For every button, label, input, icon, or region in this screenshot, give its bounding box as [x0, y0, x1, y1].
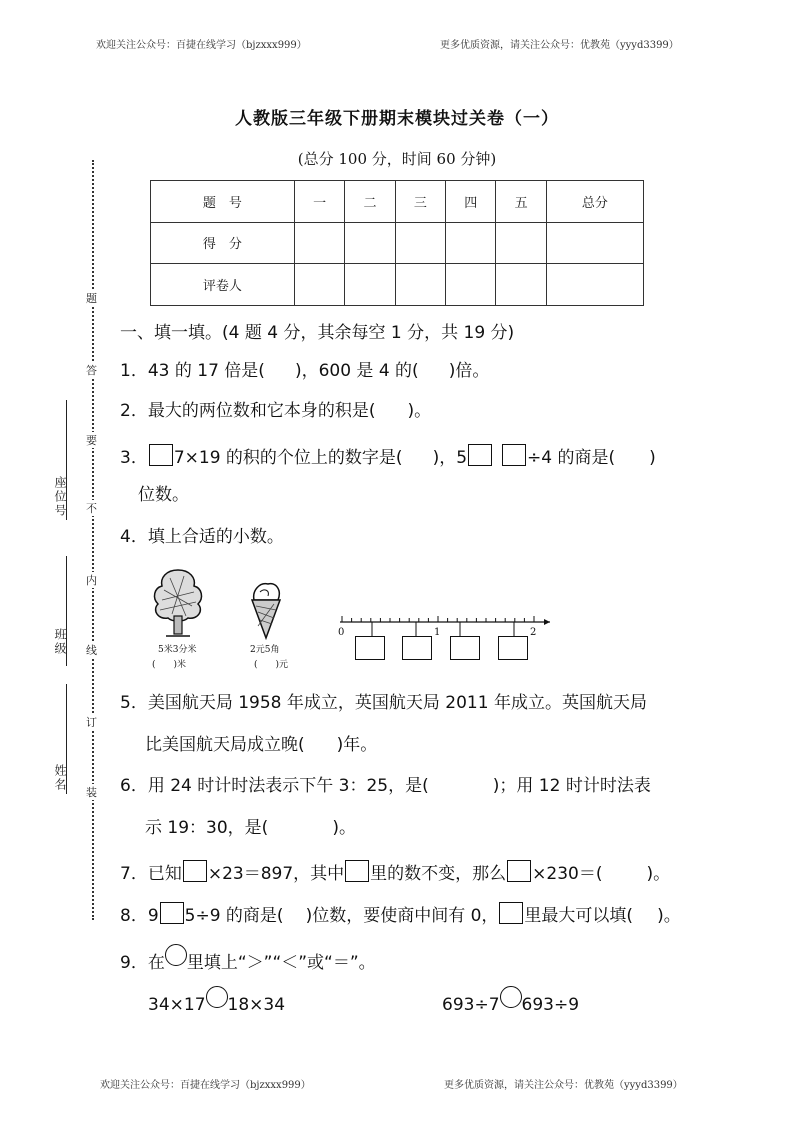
- score-cell[interactable]: [345, 222, 395, 264]
- table-row-label: 得 分: [151, 222, 295, 264]
- score-cell[interactable]: [294, 264, 344, 306]
- q3-text: ÷4 的商是(: [527, 448, 616, 468]
- margin-char: 题: [86, 292, 97, 305]
- score-cell[interactable]: [546, 222, 643, 264]
- question-6: [120, 775, 651, 797]
- q9-expression: 34×17: [148, 995, 206, 1015]
- question-5: 5．美国航天局 1958 年成立，英国航天局 2011 年成立。英国航天局: [120, 693, 647, 713]
- q7-text: )。: [646, 864, 671, 884]
- score-cell[interactable]: [446, 264, 496, 306]
- tick-label: 1: [434, 627, 441, 638]
- digit-box[interactable]: [345, 860, 369, 882]
- q3-text: )，5: [432, 448, 468, 468]
- seat-label: 座位号: [53, 476, 67, 518]
- score-cell[interactable]: [496, 222, 546, 264]
- q1-text: )倍。: [448, 361, 490, 381]
- class-label: 班级: [53, 628, 67, 656]
- q8-text: )位数，要使商中间有 0，: [305, 906, 499, 926]
- score-cell[interactable]: [446, 222, 496, 264]
- header-right: 更多优质资源，请关注公众号：优教苑（yyyd3399）: [440, 40, 679, 51]
- class-underline: [66, 556, 67, 666]
- score-table: [150, 180, 644, 306]
- q7-text: ×23＝897，其中: [207, 864, 345, 884]
- compare-circle[interactable]: [165, 944, 187, 966]
- question-8: [120, 902, 681, 927]
- digit-box[interactable]: [160, 902, 184, 924]
- name-underline: [66, 684, 67, 794]
- table-header-cell: 五: [496, 181, 546, 223]
- tick-label: 0: [338, 627, 345, 638]
- tree-caption: 5米3分米: [158, 645, 197, 655]
- footer-right: 更多优质资源，请关注公众号：优教苑（yyyd3399）: [444, 1080, 683, 1091]
- q2-text: 2．最大的两位数和它本身的积是(: [120, 401, 376, 421]
- page-title: 人教版三年级下册期末模块过关卷（一）: [235, 109, 559, 129]
- q9-expression: 18×34: [227, 995, 286, 1015]
- question-7: [120, 860, 670, 885]
- table-row: [151, 222, 644, 264]
- q3-text: 7×19 的积的个位上的数字是(: [173, 448, 403, 468]
- number-line-answer-box[interactable]: [402, 636, 432, 660]
- digit-box[interactable]: [468, 444, 492, 466]
- ice-cream-caption: 2元5角: [250, 645, 280, 655]
- q3-text: ): [649, 448, 656, 468]
- table-header-cell: 一: [294, 181, 344, 223]
- q6-text: )。: [332, 818, 356, 838]
- margin-char: 不: [86, 502, 97, 515]
- q7-text: 里的数不变，那么: [370, 864, 507, 884]
- name-label: 姓名: [53, 764, 67, 792]
- tree-answer[interactable]: ( )米: [152, 660, 187, 670]
- q6-text: )；用 12 时计时法表: [492, 776, 651, 796]
- table-header-cell: 四: [446, 181, 496, 223]
- table-header-cell: 总分: [546, 181, 643, 223]
- q5-text: )年。: [336, 735, 378, 755]
- digit-box[interactable]: [502, 444, 526, 466]
- table-row: [151, 181, 644, 223]
- page-subtitle: (总分 100 分，时间 60 分钟): [297, 150, 497, 168]
- score-cell[interactable]: [294, 222, 344, 264]
- q6-text: 6．用 24 时计时法表示下午 3：25，是(: [120, 776, 429, 796]
- q7-text: ×230＝(: [532, 864, 603, 884]
- table-row-label: 评卷人: [151, 264, 295, 306]
- margin-char: 答: [86, 364, 97, 377]
- digit-box[interactable]: [499, 902, 523, 924]
- footer-left: 欢迎关注公众号：百捷在线学习（bjzxxx999）: [100, 1080, 311, 1091]
- question-5-line2: [145, 734, 377, 756]
- section-heading: 一、填一填。(4 题 4 分，其余每空 1 分，共 19 分): [120, 323, 515, 343]
- tree-icon: [150, 566, 206, 638]
- q9-text: 里填上“＞”“＜”或“＝”。: [186, 953, 376, 973]
- table-header-cell: 二: [345, 181, 395, 223]
- q8-text: 5÷9 的商是(: [184, 906, 284, 926]
- number-line-answer-box[interactable]: [498, 636, 528, 660]
- q5-text: 比美国航天局成立晚(: [145, 735, 305, 755]
- q7-text: 7．已知: [120, 864, 182, 884]
- seat-underline: [66, 400, 67, 520]
- q9-expression: 693÷7: [442, 995, 500, 1015]
- score-cell[interactable]: [546, 264, 643, 306]
- question-2: [120, 400, 431, 422]
- compare-circle[interactable]: [500, 986, 522, 1008]
- ice-cream-answer[interactable]: ( )元: [254, 660, 289, 670]
- question-1: [120, 360, 489, 382]
- margin-char: 装: [86, 786, 97, 799]
- q1-text: )，600 是 4 的(: [294, 361, 419, 381]
- question-3: [120, 444, 656, 469]
- q9-text: 9．在: [120, 953, 165, 973]
- question-6-line2: [145, 817, 356, 839]
- digit-box[interactable]: [149, 444, 173, 466]
- q6-text: 示 19：30，是(: [145, 818, 269, 838]
- score-cell[interactable]: [345, 264, 395, 306]
- digit-box[interactable]: [507, 860, 531, 882]
- number-line-answer-box[interactable]: [355, 636, 385, 660]
- question-9: [120, 944, 376, 974]
- ice-cream-icon: [246, 580, 286, 640]
- q3-continued: 位数。: [138, 485, 189, 505]
- q8-text: 里最大可以填(: [524, 906, 634, 926]
- q9-comparison-right: [442, 986, 579, 1016]
- score-cell[interactable]: [496, 264, 546, 306]
- table-row: [151, 264, 644, 306]
- margin-char: 订: [86, 716, 97, 729]
- margin-char: 要: [86, 434, 97, 447]
- header-left: 欢迎关注公众号：百捷在线学习（bjzxxx999）: [96, 40, 307, 51]
- question-4: 4．填上合适的小数。: [120, 527, 284, 547]
- q9-comparison-left: [148, 986, 285, 1016]
- score-cell[interactable]: [395, 264, 445, 306]
- margin-char: 线: [86, 644, 97, 657]
- q1-text: 1．43 的 17 倍是(: [120, 361, 265, 381]
- table-header-cell: 三: [395, 181, 445, 223]
- q3-text: 3．: [120, 448, 148, 468]
- binding-dotted-line: [92, 160, 94, 920]
- q9-expression: 693÷9: [521, 995, 580, 1015]
- tick-label: 2: [530, 627, 537, 638]
- score-cell[interactable]: [395, 222, 445, 264]
- digit-box[interactable]: [183, 860, 207, 882]
- q8-text: )。: [657, 906, 681, 926]
- q8-text: 8．9: [120, 906, 159, 926]
- number-line-answer-box[interactable]: [450, 636, 480, 660]
- margin-char: 内: [86, 574, 97, 587]
- table-header-cell: 题 号: [151, 181, 295, 223]
- compare-circle[interactable]: [206, 986, 228, 1008]
- q2-text: )。: [407, 401, 432, 421]
